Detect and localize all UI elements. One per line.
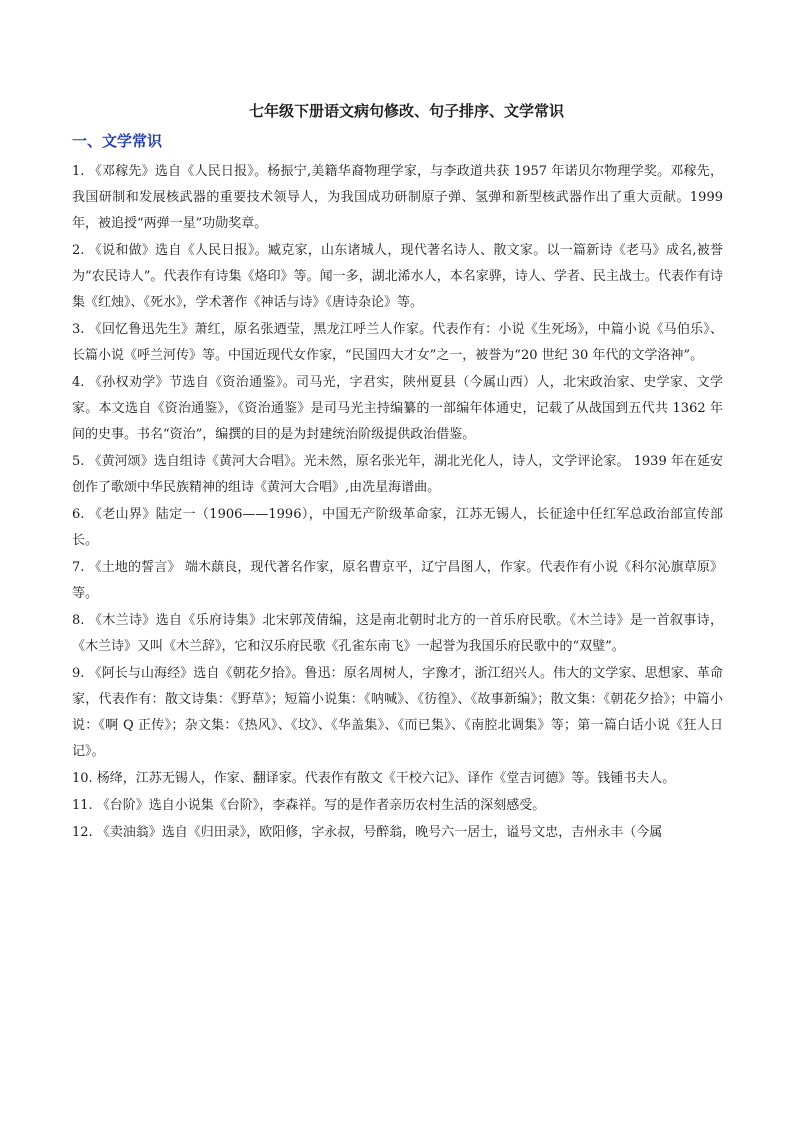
list-item: 12. 《卖油翁》选自《归田录》，欧阳修，字永叔，号醉翁，晚号六一居士，谥号文忠，吉州永丰（今属 — [72, 825, 663, 840]
list-item: 3. 《回忆鲁迅先生》萧红，原名张迺莹，黑龙江呼兰人作家。代表作有：小说《生死场》，中篇小说《马伯乐》、长篇小说《呼兰河传》等。中国近现代女作家，“民国四大才女”之一，被誉为“20 世纪 30 年代的文学洛神”。 — [72, 322, 723, 363]
list-item: 5. 《黄河颂》选自组诗《黄河大合唱》。光未然，原名张光年，湖北光化人，诗人，文学评论家。 1939 年在延安创作了歌颂中华民族精神的组诗《黄河大合唱》,由冼星海谱曲。 — [72, 454, 723, 495]
list-item: 1. 《邓稼先》选自《人民日报》。杨振宁,美籍华裔物理学家，与李政道共获 1957 年诺贝尔物理学奖。邓稼先，我国研制和发展核武器的重要技术领导人，为我国成功研制原子弹、氢弹和新型核武器作出了重大贡献。1999 年，被追授“两弹一星”功勋奖章。 — [72, 164, 723, 231]
page-title: 七年级下册语文病句修改、句子排序、文学常识 — [248, 102, 564, 120]
list-item: 4. 《孙权劝学》节选自《资治通鉴》。司马光，字君实，陕州夏县（今属山西）人，北宋政治家、史学家、文学家。本文选自《资治通鉴》，《资治通鉴》是司马光主持编纂的一部编年体通史，记载了从战国到五代共 1362 年间的史事。书名“资治”，编撰的目的是为封建统治阶级提供政治借鉴。 — [72, 375, 723, 442]
list-item: 2. 《说和做》选自《人民日报》。臧克家，山东诸城人，现代著名诗人、散文家。以一篇新诗《老马》成名,被誉为“农民诗人”。代表作有诗集《烙印》等。闻一多，湖北浠水人，本名家骅，诗人、学者、民主战士。代表作有诗集《红烛》、《死水》，学术著作《神话与诗》《唐诗杂论》等。 — [72, 243, 723, 310]
list-item: 11. 《台阶》选自小说集《台阶》，李森祥。写的是作者亲历农村生活的深刻感受。 — [72, 798, 546, 813]
list-item: 6. 《老山界》陆定一（1906——1996），中国无产阶级革命家，江苏无锡人，长征途中任红军总政治部宣传部长。 — [72, 507, 723, 548]
list-item: 7. 《土地的誓言》 端木蕻良，现代著名作家，原名曹京平，辽宁昌图人，作家。代表作有小说《科尔沁旗草原》等。 — [72, 560, 723, 601]
list-item: 9. 《阿长与山海经》选自《朝花夕拾》。鲁迅：原名周树人，字豫才，浙江绍兴人。伟大的文学家、思想家、革命家，代表作有：散文诗集：《野草》；短篇小说集：《呐喊》、《彷徨》、《故事新编》；散文集：《朝花夕拾》；中篇小说：《啊 Q 正传》；杂文集：《热风》、《坟》、《华盖集》、《而已集》、《南腔北调集》等；第一篇白话小说《狂人日记》。 — [72, 666, 723, 759]
section-heading-literature: 一、文学常识 — [72, 132, 163, 150]
list-item: 8. 《木兰诗》选自《乐府诗集》北宋郭茂倩编，这是南北朝时北方的一首乐府民歌。《木兰诗》是一首叙事诗，《木兰诗》又叫《木兰辞》，它和汉乐府民歌《孔雀东南飞》一起誉为我国乐府民歌中的“双璧”。 — [72, 613, 723, 654]
list-item: 10. 杨绛，江苏无锡人，作家、翻译家。代表作有散文《干校六记》、译作《堂吉诃德》等。钱锺书夫人。 — [72, 771, 676, 786]
